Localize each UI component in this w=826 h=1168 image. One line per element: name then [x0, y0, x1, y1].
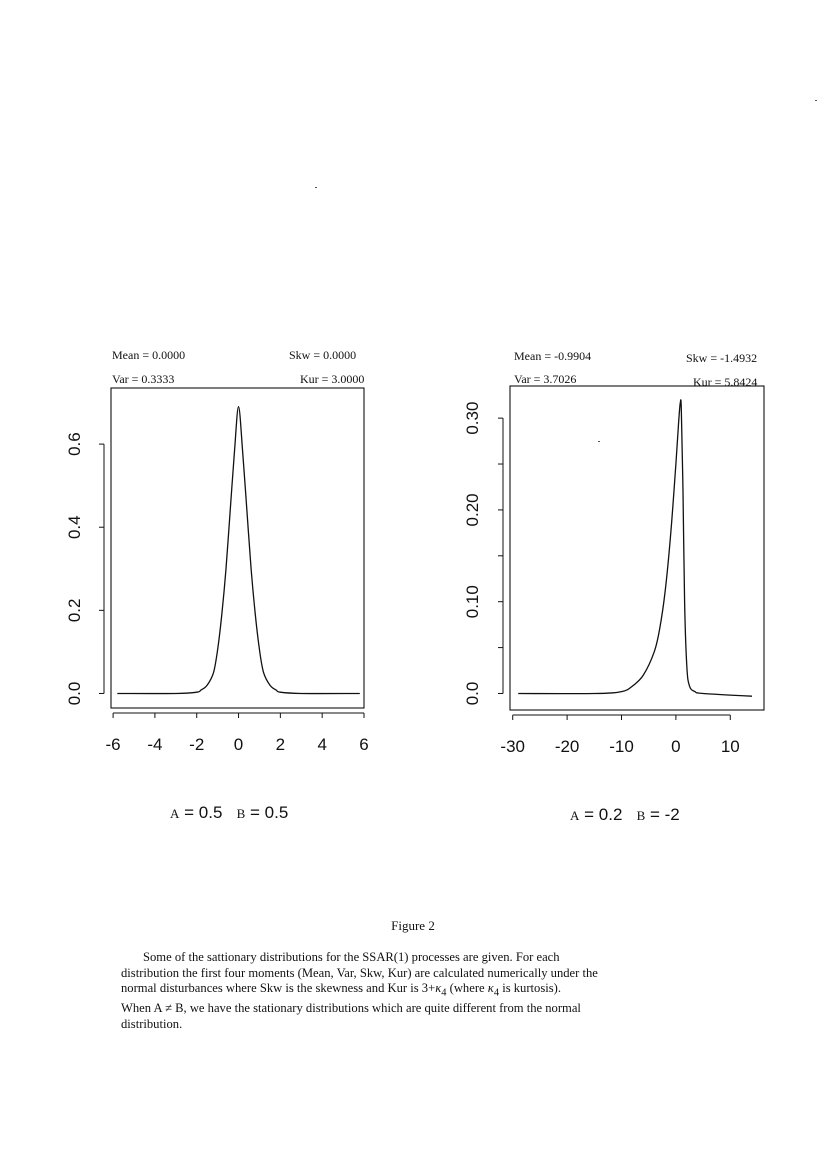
caption-line-4: When A ≠ B, we have the stationary distributions which are quite different from the normal: [121, 1001, 581, 1016]
figure-title: Figure 2: [391, 918, 435, 933]
plot2-var-label: Var = 3.7026: [514, 372, 577, 386]
x-tick-label: -4: [147, 735, 163, 754]
plot1-var-label: Var = 0.3333: [112, 372, 175, 386]
plot1-a-symbol: A: [170, 806, 180, 821]
y-tick-label: 0.2: [65, 598, 84, 623]
caption-line-5: distribution.: [121, 1016, 183, 1031]
kappa-subscript-2: 4: [493, 987, 500, 999]
plot1-a-value: = 0.5: [184, 803, 223, 822]
plot-frame: [111, 388, 364, 708]
plot1-skw-label: Skw = 0.0000: [289, 348, 357, 362]
x-tick-label: 0: [671, 737, 681, 756]
x-tick-label: 6: [359, 735, 369, 754]
plot2-parameters: [570, 805, 680, 825]
caption-line-3a: normal disturbances where Skw is the skewness and Kur is 3+: [121, 981, 436, 995]
y-tick-label: 0.4: [65, 515, 84, 540]
scan-speck: [315, 187, 317, 188]
kappa-symbol: κ: [435, 981, 442, 995]
scan-speck: [815, 100, 817, 101]
plot2-a-symbol: A: [570, 808, 580, 823]
x-tick-label: 0: [233, 735, 244, 754]
x-tick-label: -2: [189, 735, 205, 754]
plot-2-skewed-density: [463, 386, 764, 756]
y-tick-label: 0.30: [463, 401, 482, 435]
plot2-b-value: = -2: [650, 805, 680, 824]
x-tick-label: 4: [317, 735, 327, 754]
density-curve: [518, 400, 752, 696]
plot2-b-symbol: B: [636, 808, 646, 823]
plot2-a-value: = 0.2: [584, 805, 623, 824]
plot1-b-symbol: B: [236, 806, 246, 821]
y-tick-label: 0.0: [65, 681, 84, 706]
y-tick-label: 0.10: [463, 585, 482, 619]
kappa-subscript: 4: [441, 987, 447, 999]
caption-line-1: Some of the sattionary distributions for the SSAR(1) processes are given. For each: [143, 950, 560, 964]
x-tick-label: 2: [275, 735, 286, 754]
x-tick-label: -20: [554, 737, 580, 756]
caption-line-3b: (where: [446, 981, 488, 995]
plot-1-symmetric-density: [65, 388, 369, 754]
plot-frame: [510, 386, 764, 710]
y-tick-label: 0.6: [65, 432, 84, 456]
y-tick-label: 0.0: [463, 681, 482, 706]
figure-caption: [121, 950, 714, 1032]
plot2-mean-label: Mean = -0.9904: [514, 349, 592, 363]
plot1-parameters: [170, 803, 288, 823]
x-tick-label: -10: [609, 737, 634, 756]
kappa-symbol-2: κ: [487, 981, 494, 995]
plot1-b-value: = 0.5: [250, 803, 289, 822]
scan-speck: [598, 441, 600, 442]
plot1-mean-label: Mean = 0.0000: [112, 348, 186, 362]
x-tick-label: -6: [105, 735, 121, 754]
plot1-kur-label: Kur = 3.0000: [300, 372, 365, 386]
caption-line-3c: is kurtosis).: [499, 981, 561, 995]
plot2-skw-label: Skw = -1.4932: [686, 351, 758, 365]
caption-line-3: [121, 981, 714, 1001]
x-tick-label: -30: [500, 737, 526, 756]
x-tick-label: 10: [720, 737, 740, 756]
caption-line-2: distribution the first four moments (Mean, Var, Skw, Kur) are calculated numerically under the: [121, 965, 598, 980]
y-tick-label: 0.20: [463, 493, 482, 527]
plot2-kur-label: Kur = 5.8424: [693, 375, 758, 389]
density-curve: [117, 407, 359, 694]
